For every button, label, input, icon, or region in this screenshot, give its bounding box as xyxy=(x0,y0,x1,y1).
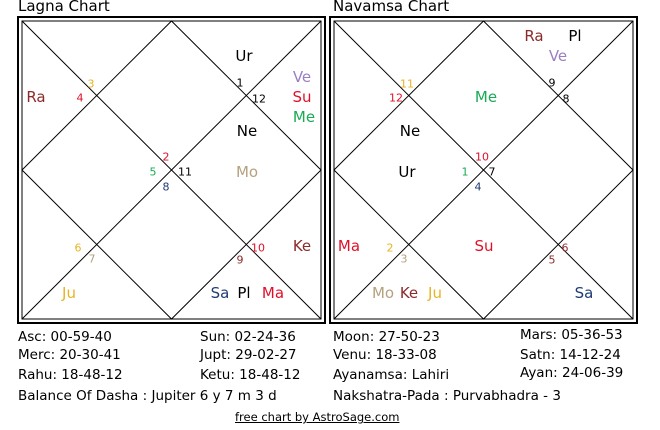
nakshatra-pada: Nakshatra-Pada : Purvabhadra - 3 xyxy=(333,388,561,404)
sign-number-6: 6 xyxy=(74,241,82,255)
planet-pl: Pl xyxy=(568,27,582,45)
planet-ra: Ra xyxy=(524,27,544,45)
lagna-chart-title: Lagna Chart xyxy=(18,0,110,15)
sign-number-7: 7 xyxy=(88,252,96,266)
sign-number-10: 10 xyxy=(475,150,489,164)
sign-number-5: 5 xyxy=(149,165,157,179)
jupt-degree: Jupt: 29-02-27 xyxy=(200,347,297,363)
sign-number-11: 11 xyxy=(178,165,192,179)
planet-ma: Ma xyxy=(337,237,361,255)
ketu-degree: Ketu: 18-48-12 xyxy=(200,367,301,383)
planet-sa: Sa xyxy=(210,284,230,302)
sign-number-10: 10 xyxy=(251,241,265,255)
planet-pl: Pl xyxy=(237,284,251,302)
planet-ke: Ke xyxy=(292,237,312,255)
planet-ur: Ur xyxy=(235,47,253,65)
planet-sa: Sa xyxy=(574,284,594,302)
sign-number-12: 12 xyxy=(389,91,403,105)
sign-number-12: 12 xyxy=(252,92,266,106)
planet-mo: Mo xyxy=(371,284,395,302)
planet-su: Su xyxy=(474,237,494,255)
satn-degree: Satn: 14-12-24 xyxy=(520,347,621,363)
sign-number-5: 5 xyxy=(548,253,556,267)
sign-number-1: 1 xyxy=(461,165,469,179)
planet-ve: Ve xyxy=(292,68,312,86)
sign-number-9: 9 xyxy=(548,76,556,90)
ayan-degree: Ayan: 24-06-39 xyxy=(520,365,624,381)
sign-number-4: 4 xyxy=(474,180,482,194)
ayanamsa-label: Ayanamsa: Lahiri xyxy=(333,367,450,383)
sign-number-8: 8 xyxy=(562,92,570,106)
planet-su: Su xyxy=(292,88,312,106)
merc-degree: Merc: 20-30-41 xyxy=(18,347,121,363)
rahu-degree: Rahu: 18-48-12 xyxy=(18,367,123,383)
venu-degree: Venu: 18-33-08 xyxy=(333,347,437,363)
dasha-balance: Balance Of Dasha : Jupiter 6 y 7 m 3 d xyxy=(18,388,277,404)
moon-degree: Moon: 27-50-23 xyxy=(333,329,440,345)
sign-number-2: 2 xyxy=(162,150,170,164)
planet-me: Me xyxy=(292,108,316,126)
planet-ve: Ve xyxy=(548,47,568,65)
sign-number-11: 11 xyxy=(400,77,414,91)
sign-number-4: 4 xyxy=(76,91,84,105)
astrosage-link[interactable]: free chart by AstroSage.com xyxy=(235,410,400,424)
sun-degree: Sun: 02-24-36 xyxy=(200,329,296,345)
sign-number-3: 3 xyxy=(400,252,408,266)
sign-number-2: 2 xyxy=(386,241,394,255)
planet-me: Me xyxy=(474,88,498,106)
asc-degree: Asc: 00-59-40 xyxy=(18,329,112,345)
sign-number-7: 7 xyxy=(488,165,496,179)
planet-ur: Ur xyxy=(398,163,416,181)
mars-degree: Mars: 05-36-53 xyxy=(520,327,623,343)
planet-ra: Ra xyxy=(26,88,46,106)
sign-number-6: 6 xyxy=(561,241,569,255)
sign-number-3: 3 xyxy=(87,77,95,91)
sign-number-8: 8 xyxy=(162,180,170,194)
planet-ju: Ju xyxy=(428,284,442,302)
navamsa-chart-title: Navamsa Chart xyxy=(333,0,450,15)
planet-ne: Ne xyxy=(399,122,421,140)
sign-number-9: 9 xyxy=(236,253,244,267)
planet-ju: Ju xyxy=(62,284,76,302)
planet-ne: Ne xyxy=(236,122,258,140)
planet-ke: Ke xyxy=(399,284,419,302)
planet-ma: Ma xyxy=(261,284,285,302)
planet-mo: Mo xyxy=(235,163,259,181)
sign-number-1: 1 xyxy=(236,76,244,90)
